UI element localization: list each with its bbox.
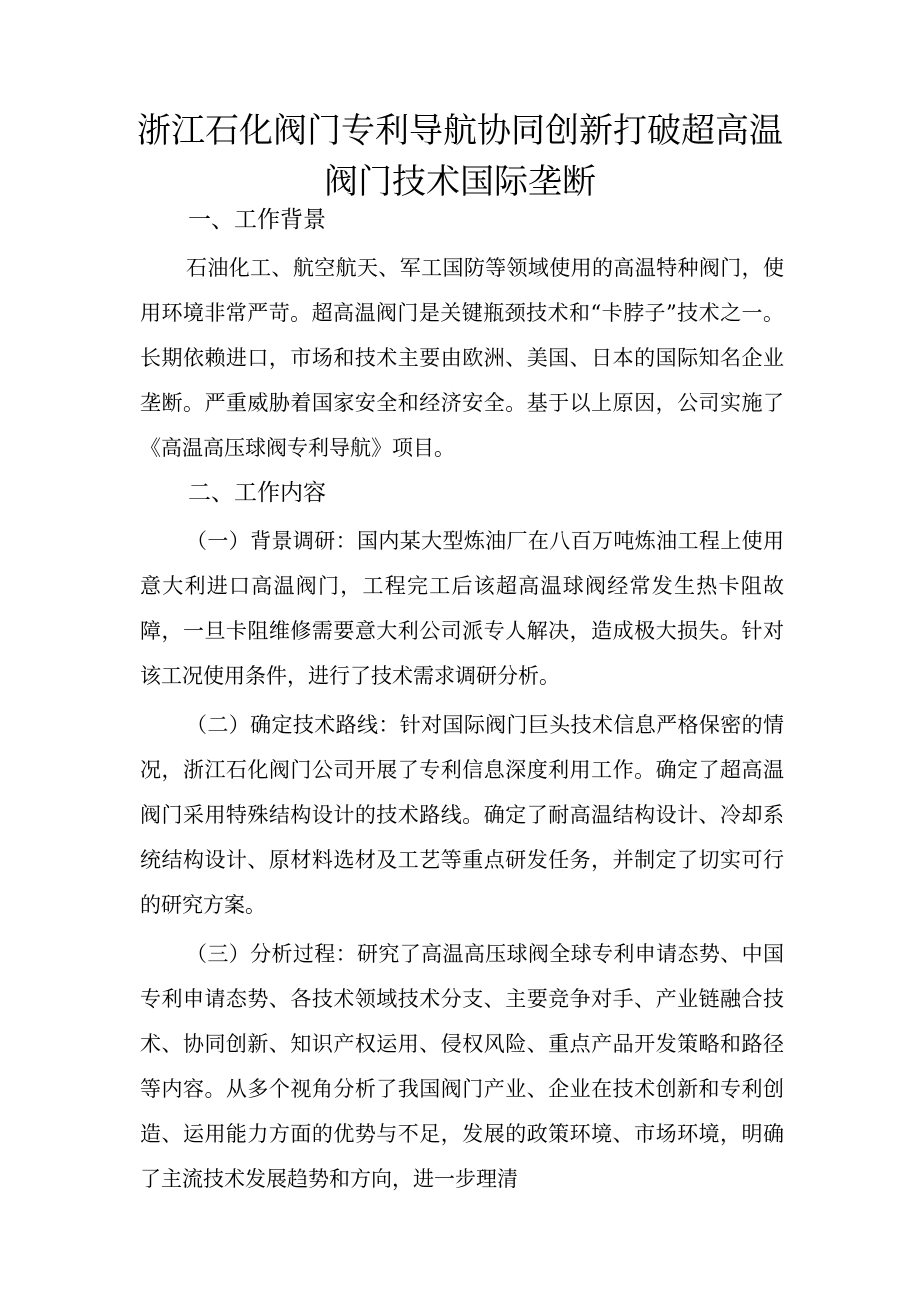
paragraph-analysis-process: （三）分析过程：研究了高温高压球阀全球专利申请态势、中国专利申请态势、各技术领域技术分支、主要竞争对手、产业链融合技术、协同创新、知识产权运用、侵权风险、重点产品开发策略和路径等内容。从多个视角分析了我国阀门产业、企业在技术创新和专利创造、运用能力方面的优势与不足，发展的政策环境、市场环境，明确了主流技术发展趋势和方向，进一步理清 [140,942,784,1191]
paragraph-background: 石油化工、航空航天、军工国防等领域使用的高温特种阀门，使用环境非常严苛。超高温阀门是关键瓶颈技术和“卡脖子”技术之一。长期依赖进口，市场和技术主要由欧洲、美国、日本的国际知名企业垄断。严重威胁着国家安全和经济安全。基于以上原因，公司实施了《高温高压球阀专利导航》项目。 [140,256,784,460]
paragraph-technical-route: （二）确定技术路线：针对国际阀门巨头技术信息严格保密的情况，浙江石化阀门公司开展了专利信息深度利用工作。确定了超高温阀门采用特殊结构设计的技术路线。确定了耐高温结构设计、冷却系统结构设计、原材料选材及工艺等重点研发任务，并制定了切实可行的研究方案。 [140,713,784,917]
section-heading-content: 二、工作内容 [188,480,326,506]
section-heading-background: 一、工作背景 [188,207,326,233]
document-title: 浙江石化阀门专利导航协同创新打破超高温阀门技术国际垄断 [137,111,783,202]
paragraph-research: （一）背景调研：国内某大型炼油厂在八百万吨炼油工程上使用意大利进口高温阀门，工程完工后该超高温球阀经常发生热卡阻故障，一旦卡阻维修需要意大利公司派专人解决，造成极大损失。针对该工况使用条件，进行了技术需求调研分析。 [140,529,784,688]
